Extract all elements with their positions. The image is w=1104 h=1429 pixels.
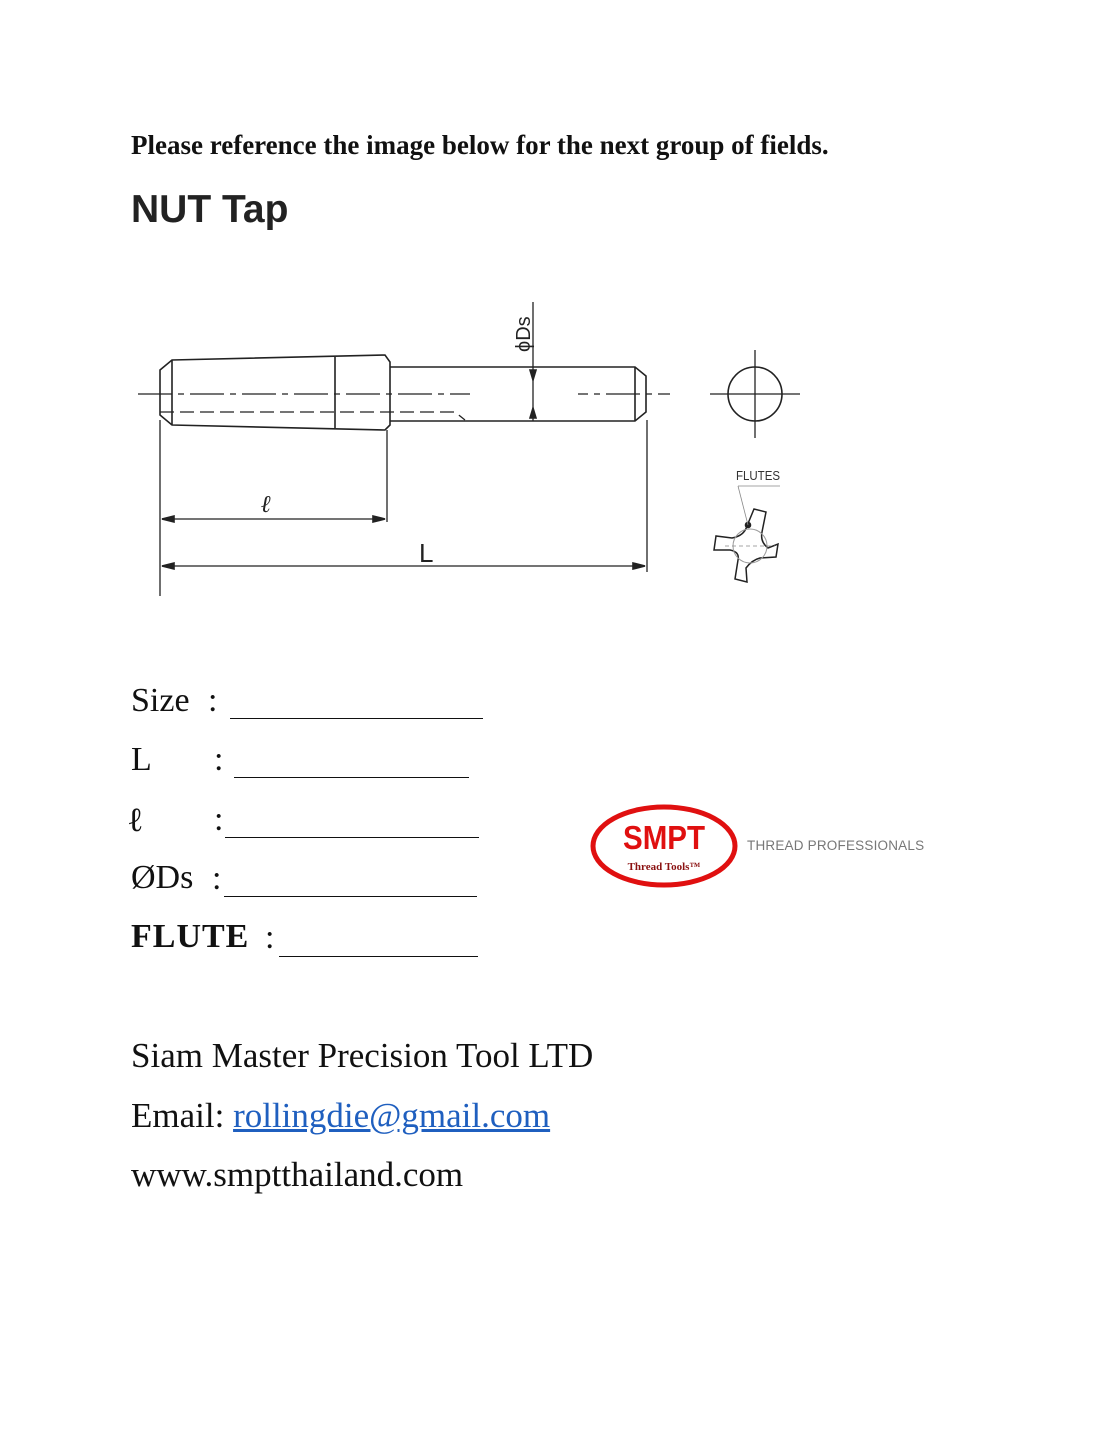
email-label: Email:: [131, 1096, 234, 1135]
email-line: [131, 1096, 550, 1136]
flutes-label: FLUTES: [736, 468, 781, 483]
field-label: FLUTE: [131, 918, 250, 955]
tap-thread-body: [160, 355, 390, 430]
page-title: NUT Tap: [131, 188, 289, 231]
L-input-line[interactable]: [234, 777, 469, 778]
flutes-cross-section: [714, 486, 780, 582]
field-colon: :: [212, 860, 222, 897]
field-colon: :: [214, 741, 224, 778]
smpt-logo: [590, 803, 740, 889]
l-input-line[interactable]: [225, 837, 479, 838]
nut-tap-diagram: [130, 290, 820, 610]
ds-label: ϕDs: [513, 316, 535, 352]
size-input-line[interactable]: [230, 718, 483, 719]
logo-brand: SMPT: [623, 819, 705, 856]
flute-input-line[interactable]: [279, 956, 478, 957]
field-label: ℓ: [129, 800, 142, 840]
website: www.smptthailand.com: [131, 1155, 464, 1194]
L-label: L: [419, 538, 434, 568]
field-colon: :: [208, 682, 218, 719]
field-label: L: [131, 741, 152, 778]
logo-sub: Thread Tools™: [627, 861, 701, 873]
l-label: ℓ: [261, 489, 272, 518]
logo-tagline: THREAD PROFESSIONALS: [747, 838, 925, 853]
email-link[interactable]: rollingdie@gmail.com: [233, 1096, 551, 1135]
intro-text: Please reference the image below for the next group of fields.: [131, 130, 829, 160]
company-name: Siam Master Precision Tool LTD: [131, 1036, 594, 1075]
field-label: ØDs: [131, 859, 194, 896]
field-colon: :: [265, 919, 275, 956]
ods-input-line[interactable]: [224, 896, 477, 897]
field-colon: :: [214, 801, 224, 838]
field-label: Size: [131, 682, 190, 719]
